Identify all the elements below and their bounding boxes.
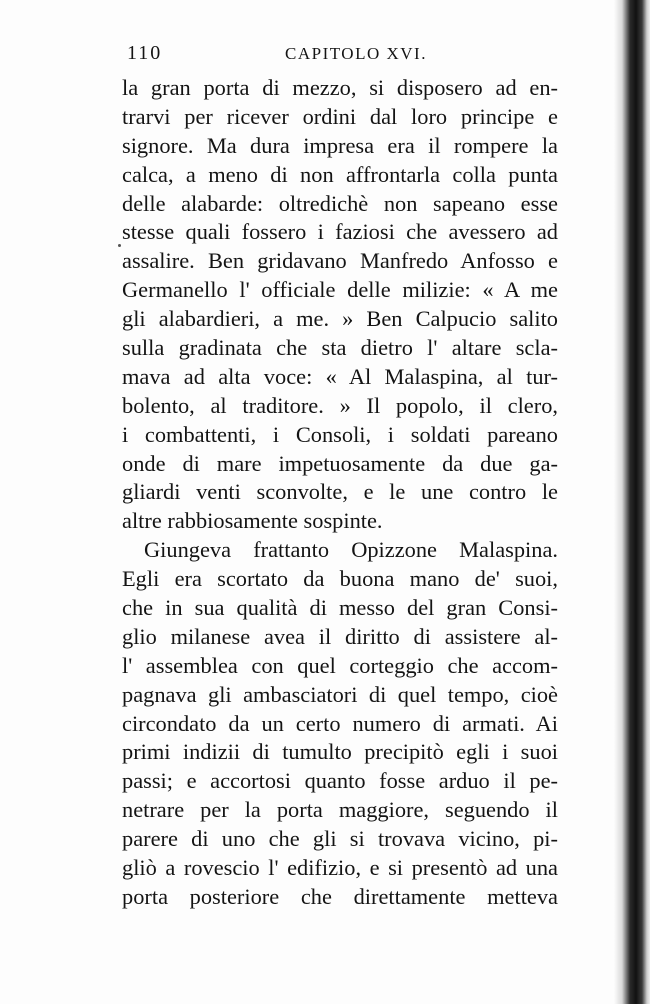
text-line: la gran porta di mezzo, si disposero ad en-	[122, 75, 558, 100]
binding-edge	[614, 0, 650, 1004]
paragraph-2	[122, 536, 558, 912]
text-line: gli alabardieri, a me. » Ben Calpucio salito	[122, 306, 558, 332]
text-line: Egli era scortato da buona mano de' suoi,	[122, 566, 558, 592]
text-line: Giungeva frattanto Opizzone Malaspina.	[144, 537, 558, 563]
text-line: Germanello l' officiale delle milizie: « A me	[122, 277, 558, 303]
running-head: CAPITOLO XVI.	[285, 44, 427, 63]
text-line: glio milanese avea il diritto di assistere al-	[122, 623, 558, 649]
text-line: netrare per la porta maggiore, seguendo il	[122, 797, 558, 823]
text-line: i combattenti, i Consoli, i soldati pareano	[122, 421, 558, 447]
text-line: primi indizii di tumulto precipitò egli i suoi	[122, 739, 558, 765]
text-line: calca, a meno di non affrontarla colla punta	[122, 161, 558, 187]
text-line: trarvi per ricever ordini dal loro principe e	[122, 103, 558, 129]
text-line: assalire. Ben gridavano Manfredo Anfosso e	[122, 248, 558, 274]
text-line: bolento, al traditore. » Il popolo, il clero,	[122, 392, 558, 418]
body-text	[122, 74, 558, 912]
text-line: altre rabbiosamente sospinte.	[122, 508, 383, 534]
page-number: 110	[127, 42, 163, 64]
text-line: che in sua qualità di messo del gran Consi-	[122, 595, 558, 621]
paragraph-1	[122, 74, 558, 536]
text-line: delle alabarde: oltredichè non sapeano esse	[122, 190, 558, 216]
text-line: stesse quali fossero i faziosi che avessero ad	[122, 219, 558, 245]
text-line: onde di mare impetuosamente da due ga-	[122, 450, 558, 476]
text-line: mava ad alta voce: « Al Malaspina, al tur-	[122, 363, 558, 389]
text-line: sulla gradinata che sta dietro l' altare scla-	[122, 335, 558, 361]
text-line: gliardi venti sconvolte, e le une contro le	[122, 479, 558, 505]
text-line: circondato da un certo numero di armati. Ai	[122, 710, 558, 736]
text-line: signore. Ma dura impresa era il rompere la	[122, 132, 558, 158]
text-line: gliò a rovescio l' edifizio, e si presentò ad una	[122, 855, 558, 881]
text-line: pagnava gli ambasciatori di quel tempo, cioè	[122, 681, 558, 707]
text-line: parere di uno che gli si trovava vicino, pi-	[122, 826, 558, 852]
ink-speck	[118, 244, 121, 247]
text-line: l' assemblea con quel corteggio che accom-	[122, 652, 558, 678]
text-line: porta posteriore che direttamente metteva	[122, 883, 558, 909]
page-header	[127, 42, 557, 72]
text-line: passi; e accortosi quanto fosse arduo il pe-	[122, 768, 558, 794]
